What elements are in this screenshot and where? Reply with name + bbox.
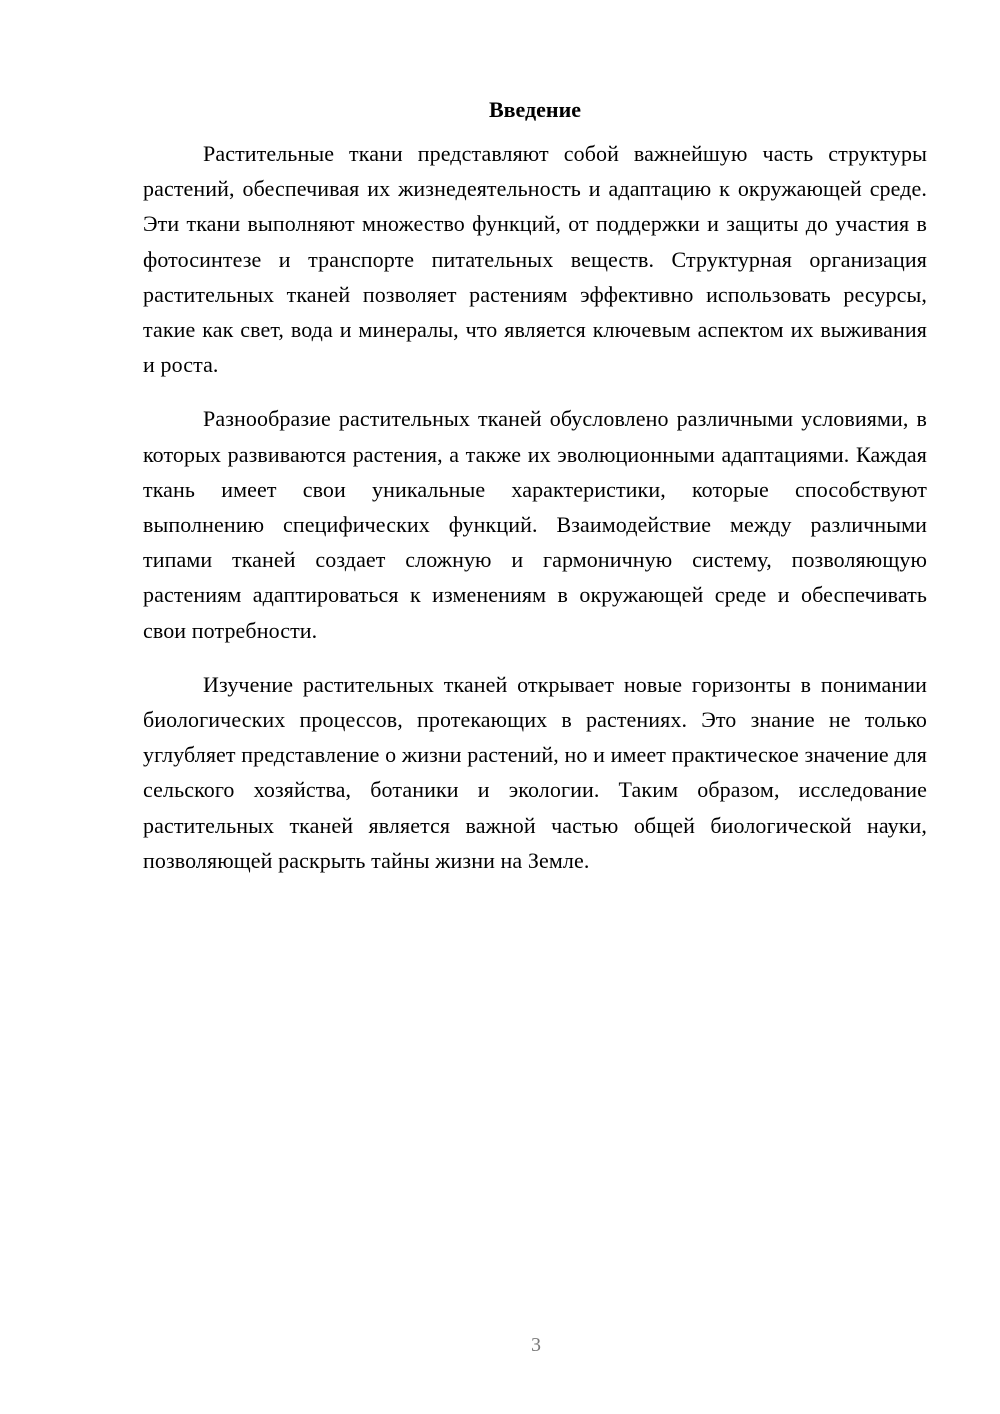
paragraph-3: Изучение растительных тканей открывает новые горизонты в понимании биологических процессов, протекающих в растениях. Это знание не только углубляет представление о жизни растений, но и имеет практическое значение для сельского хозяйства, ботаники и экологии. Таким образом, исследование растительных тканей является важной частью общей биологической науки, позволяющей раскрыть тайны жизни на Земле. xyxy=(143,671,927,873)
section-heading: Введение xyxy=(488,97,582,122)
page-content xyxy=(143,96,927,897)
paragraph-1: Растительные ткани представляют собой важнейшую часть структуры растений, обеспечивая их жизнедеятельность и адаптацию к окружающей среде. Эти ткани выполняют множество функций, от поддержки и защиты до участия в фотосинтезе и транспорте питательных веществ. Структурная организация растительных тканей позволяет растениям эффективно использовать ресурсы, такие как свет, вода и минералы, что является ключевым аспектом их выживания и роста. xyxy=(143,141,927,378)
page-number: 3 xyxy=(531,1334,541,1356)
paragraph-2: Разнообразие растительных тканей обусловлено различными условиями, в которых развиваются растения, а также их эволюционными адаптациями. Каждая ткань имеет свои уникальные характеристики, которые способствуют выполнению специфических функций. Взаимодействие между различными типами тканей создает сложную и гармоничную систему, позволяющую растениям адаптироваться к изменениям в окружающей среде и обеспечивать свои потребности. xyxy=(143,406,927,643)
